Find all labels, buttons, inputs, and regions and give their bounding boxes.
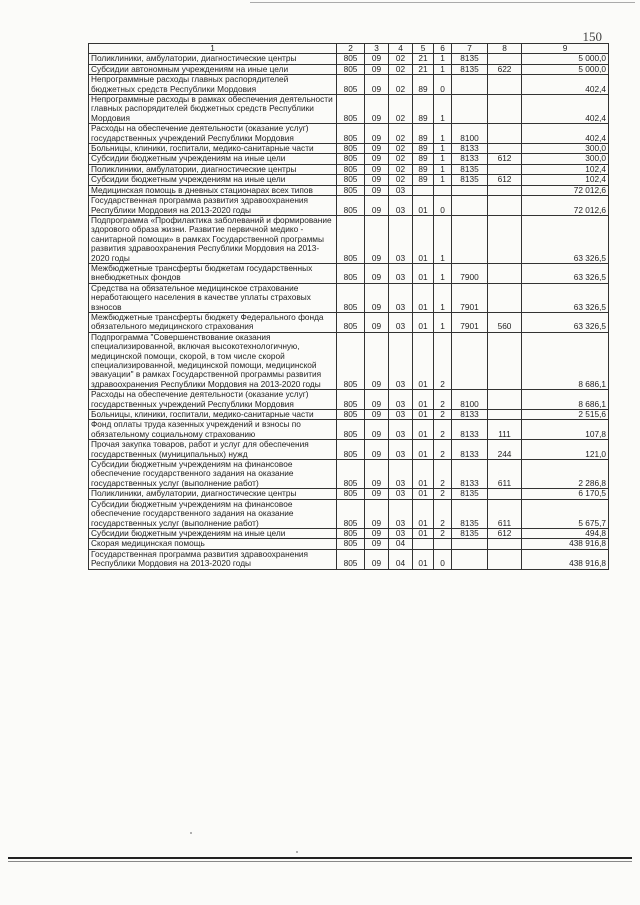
cell-prog <box>413 539 434 549</box>
cell-sum: 438 916,8 <box>522 549 609 569</box>
cell-ved: 805 <box>337 64 365 74</box>
col-header: 2 <box>337 44 365 54</box>
cell-name: Субсидии бюджетным учреждениям на финансовое обеспечение государственного задания на оказание государственных услуг (выполнение работ) <box>89 499 337 528</box>
cell-rz: 09 <box>365 549 389 569</box>
cell-prog: 89 <box>413 175 434 185</box>
cell-prog: 01 <box>413 549 434 569</box>
cell-ved: 805 <box>337 185 365 195</box>
cell-sub: 1 <box>434 175 452 185</box>
cell-sum: 63 326,5 <box>522 215 609 263</box>
cell-vr: 612 <box>488 175 522 185</box>
cell-prog: 01 <box>413 283 434 312</box>
cell-vr <box>488 164 522 174</box>
table-row <box>89 185 609 195</box>
cell-ved: 805 <box>337 124 365 144</box>
table-row <box>89 144 609 154</box>
cell-sub: 1 <box>434 95 452 124</box>
table-row <box>89 154 609 164</box>
cell-rz: 09 <box>365 175 389 185</box>
cell-rz: 09 <box>365 528 389 538</box>
cell-pr: 03 <box>389 312 413 332</box>
cell-sub: 2 <box>434 332 452 389</box>
cell-vr <box>488 144 522 154</box>
cell-rz: 09 <box>365 312 389 332</box>
cell-sum: 2 515,6 <box>522 410 609 420</box>
cell-ved: 805 <box>337 420 365 440</box>
cell-sum: 102,4 <box>522 164 609 174</box>
table-row <box>89 489 609 499</box>
cell-vr: 111 <box>488 420 522 440</box>
cell-prog: 89 <box>413 124 434 144</box>
cell-rz: 09 <box>365 64 389 74</box>
cell-rz: 09 <box>365 196 389 216</box>
cell-sum: 402,4 <box>522 124 609 144</box>
cell-sum: 63 326,5 <box>522 283 609 312</box>
cell-vr <box>488 196 522 216</box>
cell-name: Непрограммные расходы главных распорядителей бюджетных средств Республики Мордовия <box>89 75 337 95</box>
cell-rz: 09 <box>365 144 389 154</box>
cell-cs: 8135 <box>452 54 488 64</box>
cell-prog: 01 <box>413 196 434 216</box>
cell-pr: 02 <box>389 164 413 174</box>
cell-cs: 8133 <box>452 410 488 420</box>
cell-rz: 09 <box>365 154 389 164</box>
col-header: 1 <box>89 44 337 54</box>
cell-prog: 21 <box>413 54 434 64</box>
cell-pr: 03 <box>389 489 413 499</box>
table-row <box>89 499 609 528</box>
col-header: 6 <box>434 44 452 54</box>
table-row <box>89 460 609 489</box>
cell-ved: 805 <box>337 75 365 95</box>
cell-prog: 89 <box>413 75 434 95</box>
cell-cs: 7900 <box>452 263 488 283</box>
cell-rz: 09 <box>365 283 389 312</box>
cell-name: Расходы на обеспечение деятельности (оказание услуг) государственных учреждений Республики Мордовия <box>89 390 337 410</box>
cell-sub: 0 <box>434 196 452 216</box>
cell-name: Подпрограмма "Совершенствование оказания специализированной, включая высокотехнологичную, медицинской помощи, скорой, в том числе скорой специализированной, медицинской помощи, медицинской эвакуации" в рамках Государственной программы развития здравоохранения Республики Мордовия на 2013-2020 годы <box>89 332 337 389</box>
cell-ved: 805 <box>337 528 365 538</box>
cell-vr <box>488 185 522 195</box>
cell-pr: 02 <box>389 175 413 185</box>
cell-cs <box>452 215 488 263</box>
cell-pr: 03 <box>389 332 413 389</box>
cell-pr: 03 <box>389 440 413 460</box>
cell-vr <box>488 549 522 569</box>
cell-vr <box>488 332 522 389</box>
table-row <box>89 410 609 420</box>
cell-vr <box>488 539 522 549</box>
cell-cs <box>452 549 488 569</box>
cell-name: Межбюджетные трансферты бюджетам государственных внебюджетных фондов <box>89 263 337 283</box>
cell-cs <box>452 185 488 195</box>
cell-sum: 72 012,6 <box>522 196 609 216</box>
cell-prog <box>413 185 434 195</box>
cell-rz: 09 <box>365 539 389 549</box>
cell-sum: 402,4 <box>522 75 609 95</box>
cell-ved: 805 <box>337 196 365 216</box>
table-row <box>89 164 609 174</box>
cell-ved: 805 <box>337 332 365 389</box>
cell-pr: 03 <box>389 499 413 528</box>
cell-vr: 611 <box>488 499 522 528</box>
cell-ved: 805 <box>337 489 365 499</box>
cell-sub: 1 <box>434 54 452 64</box>
cell-prog: 01 <box>413 489 434 499</box>
cell-rz: 09 <box>365 499 389 528</box>
cell-prog: 21 <box>413 64 434 74</box>
cell-prog: 01 <box>413 440 434 460</box>
cell-sum: 6 170,5 <box>522 489 609 499</box>
cell-pr: 03 <box>389 263 413 283</box>
cell-sum: 8 686,1 <box>522 390 609 410</box>
cell-vr <box>488 283 522 312</box>
cell-cs <box>452 95 488 124</box>
cell-sum: 5 000,0 <box>522 54 609 64</box>
cell-sub <box>434 185 452 195</box>
table-row <box>89 539 609 549</box>
cell-sub: 1 <box>434 263 452 283</box>
table-row <box>89 390 609 410</box>
cell-pr: 03 <box>389 196 413 216</box>
cell-rz: 09 <box>365 54 389 64</box>
col-header: 3 <box>365 44 389 54</box>
cell-pr: 02 <box>389 154 413 164</box>
cell-vr <box>488 75 522 95</box>
cell-sub: 2 <box>434 440 452 460</box>
cell-ved: 805 <box>337 539 365 549</box>
cell-name: Субсидии бюджетным учреждениям на иные цели <box>89 175 337 185</box>
cell-sum: 300,0 <box>522 144 609 154</box>
cell-cs <box>452 75 488 95</box>
cell-vr <box>488 410 522 420</box>
cell-vr: 611 <box>488 460 522 489</box>
cell-rz: 09 <box>365 124 389 144</box>
cell-pr: 02 <box>389 95 413 124</box>
cell-sub: 2 <box>434 528 452 538</box>
cell-sub: 1 <box>434 124 452 144</box>
cell-ved: 805 <box>337 410 365 420</box>
cell-sub: 1 <box>434 312 452 332</box>
cell-rz: 09 <box>365 95 389 124</box>
cell-pr: 03 <box>389 215 413 263</box>
cell-name: Средства на обязательное медицинское страхование неработающего населения в качестве уплаты страховых взносов <box>89 283 337 312</box>
cell-sub: 2 <box>434 390 452 410</box>
cell-pr: 03 <box>389 420 413 440</box>
table-header-row <box>89 44 609 54</box>
cell-rz: 09 <box>365 75 389 95</box>
cell-ved: 805 <box>337 440 365 460</box>
cell-cs: 8135 <box>452 489 488 499</box>
cell-sub: 2 <box>434 460 452 489</box>
cell-prog: 01 <box>413 460 434 489</box>
cell-pr: 04 <box>389 539 413 549</box>
cell-rz: 09 <box>365 420 389 440</box>
cell-pr: 02 <box>389 144 413 154</box>
cell-sum: 494,8 <box>522 528 609 538</box>
cell-pr: 03 <box>389 528 413 538</box>
cell-sub: 2 <box>434 489 452 499</box>
cell-sum: 5 000,0 <box>522 64 609 74</box>
cell-cs: 8133 <box>452 144 488 154</box>
cell-sub: 1 <box>434 64 452 74</box>
cell-vr <box>488 54 522 64</box>
cell-prog: 89 <box>413 154 434 164</box>
cell-rz: 09 <box>365 263 389 283</box>
cell-prog: 01 <box>413 390 434 410</box>
cell-cs: 8135 <box>452 64 488 74</box>
cell-sum: 107,8 <box>522 420 609 440</box>
table-row <box>89 196 609 216</box>
cell-name: Субсидии бюджетным учреждениям на иные цели <box>89 528 337 538</box>
cell-pr: 03 <box>389 390 413 410</box>
cell-cs: 8133 <box>452 460 488 489</box>
cell-cs: 8133 <box>452 420 488 440</box>
cell-pr: 02 <box>389 54 413 64</box>
cell-vr: 612 <box>488 528 522 538</box>
table-row <box>89 528 609 538</box>
cell-vr <box>488 263 522 283</box>
table-row <box>89 124 609 144</box>
cell-vr <box>488 95 522 124</box>
table-row <box>89 440 609 460</box>
cell-sub: 2 <box>434 410 452 420</box>
cell-vr: 560 <box>488 312 522 332</box>
cell-pr: 02 <box>389 64 413 74</box>
cell-prog: 89 <box>413 164 434 174</box>
cell-sum: 8 686,1 <box>522 332 609 389</box>
cell-ved: 805 <box>337 312 365 332</box>
cell-sub: 1 <box>434 283 452 312</box>
budget-table <box>88 43 609 570</box>
cell-prog: 01 <box>413 312 434 332</box>
cell-name: Субсидии бюджетным учреждениям на иные цели <box>89 154 337 164</box>
cell-sub: 1 <box>434 215 452 263</box>
cell-pr: 03 <box>389 460 413 489</box>
cell-rz: 09 <box>365 185 389 195</box>
cell-cs: 8135 <box>452 528 488 538</box>
table-row <box>89 54 609 64</box>
cell-sub: 1 <box>434 164 452 174</box>
cell-sum: 2 286,8 <box>522 460 609 489</box>
cell-pr: 02 <box>389 75 413 95</box>
cell-sum: 63 326,5 <box>522 312 609 332</box>
cell-name: Субсидии автономным учреждениям на иные цели <box>89 64 337 74</box>
table-row <box>89 332 609 389</box>
cell-cs: 8133 <box>452 154 488 164</box>
cell-cs <box>452 539 488 549</box>
cell-name: Государственная программа развития здравоохранения Республики Мордовия на 2013-2020 годы <box>89 549 337 569</box>
cell-prog: 01 <box>413 499 434 528</box>
cell-ved: 805 <box>337 175 365 185</box>
cell-prog: 89 <box>413 144 434 154</box>
cell-pr: 03 <box>389 185 413 195</box>
cell-ved: 805 <box>337 164 365 174</box>
table-row <box>89 283 609 312</box>
cell-sum: 102,4 <box>522 175 609 185</box>
cell-rz: 09 <box>365 410 389 420</box>
cell-name: Скорая медицинская помощь <box>89 539 337 549</box>
cell-name: Медицинская помощь в дневных стационарах всех типов <box>89 185 337 195</box>
cell-ved: 805 <box>337 390 365 410</box>
cell-ved: 805 <box>337 215 365 263</box>
cell-pr: 03 <box>389 410 413 420</box>
cell-name: Расходы на обеспечение деятельности (оказание услуг) государственных учреждений Республики Мордовия <box>89 124 337 144</box>
cell-sub <box>434 539 452 549</box>
cell-name: Поликлиники, амбулатории, диагностические центры <box>89 164 337 174</box>
table-row <box>89 175 609 185</box>
cell-cs: 8135 <box>452 164 488 174</box>
cell-name: Подпрограмма «Профилактика заболеваний и формирование здорового образа жизни. Развитие первичной медико - санитарной помощи» в рамках Государственной программы развития здравоохранения Республики Мордовия на 2013-2020 годы <box>89 215 337 263</box>
cell-pr: 03 <box>389 283 413 312</box>
cell-prog: 01 <box>413 332 434 389</box>
scan-speck <box>296 851 298 853</box>
cell-sum: 300,0 <box>522 154 609 164</box>
cell-prog: 01 <box>413 528 434 538</box>
col-header: 9 <box>522 44 609 54</box>
cell-vr: 244 <box>488 440 522 460</box>
table-row <box>89 95 609 124</box>
cell-cs: 8100 <box>452 390 488 410</box>
cell-sub: 0 <box>434 549 452 569</box>
table-row <box>89 215 609 263</box>
table-row <box>89 312 609 332</box>
cell-name: Непрограммные расходы в рамках обеспечения деятельности главных распорядителей бюджетных средств Республики Мордовия <box>89 95 337 124</box>
cell-cs <box>452 196 488 216</box>
cell-ved: 805 <box>337 154 365 164</box>
cell-name: Межбюджетные трансферты бюджету Федерального фонда обязательного медицинского страхования <box>89 312 337 332</box>
col-header: 4 <box>389 44 413 54</box>
cell-rz: 09 <box>365 332 389 389</box>
cell-name: Больницы, клиники, госпитали, медико-санитарные части <box>89 144 337 154</box>
cell-name: Государственная программа развития здравоохранения Республики Мордовия на 2013-2020 годы <box>89 196 337 216</box>
bottom-rule-thin <box>8 861 632 862</box>
table-row <box>89 263 609 283</box>
cell-prog: 01 <box>413 410 434 420</box>
cell-sum: 402,4 <box>522 95 609 124</box>
col-header: 5 <box>413 44 434 54</box>
cell-sum: 63 326,5 <box>522 263 609 283</box>
cell-rz: 09 <box>365 489 389 499</box>
cell-ved: 805 <box>337 460 365 489</box>
scan-speck <box>190 832 192 834</box>
cell-sum: 438 916,8 <box>522 539 609 549</box>
cell-name: Субсидии бюджетным учреждениям на финансовое обеспечение государственного задания на оказание государственных услуг (выполнение работ) <box>89 460 337 489</box>
table-row <box>89 420 609 440</box>
cell-sum: 72 012,6 <box>522 185 609 195</box>
cell-sub: 0 <box>434 75 452 95</box>
cell-ved: 805 <box>337 54 365 64</box>
cell-name: Фонд оплаты труда казенных учреждений и взносы по обязательному социальному страхованию <box>89 420 337 440</box>
cell-prog: 01 <box>413 420 434 440</box>
cell-vr <box>488 215 522 263</box>
cell-rz: 09 <box>365 390 389 410</box>
table-row <box>89 549 609 569</box>
cell-rz: 09 <box>365 164 389 174</box>
cell-cs: 8133 <box>452 440 488 460</box>
cell-cs: 8100 <box>452 124 488 144</box>
table-row <box>89 64 609 74</box>
cell-ved: 805 <box>337 263 365 283</box>
bottom-rule <box>8 857 632 859</box>
cell-name: Поликлиники, амбулатории, диагностические центры <box>89 489 337 499</box>
cell-sub: 2 <box>434 420 452 440</box>
cell-vr <box>488 390 522 410</box>
col-header: 7 <box>452 44 488 54</box>
cell-rz: 09 <box>365 215 389 263</box>
cell-prog: 01 <box>413 215 434 263</box>
cell-ved: 805 <box>337 144 365 154</box>
cell-vr: 612 <box>488 154 522 164</box>
cell-rz: 09 <box>365 440 389 460</box>
col-header: 8 <box>488 44 522 54</box>
cell-ved: 805 <box>337 283 365 312</box>
cell-name: Поликлиники, амбулатории, диагностические центры <box>89 54 337 64</box>
cell-pr: 02 <box>389 124 413 144</box>
page-number: 150 <box>582 29 602 44</box>
cell-cs: 7901 <box>452 312 488 332</box>
top-edge-line <box>250 2 635 3</box>
cell-sum: 5 675,7 <box>522 499 609 528</box>
cell-sub: 1 <box>434 154 452 164</box>
cell-rz: 09 <box>365 460 389 489</box>
cell-sum: 121,0 <box>522 440 609 460</box>
cell-vr <box>488 124 522 144</box>
cell-ved: 805 <box>337 95 365 124</box>
cell-prog: 01 <box>413 263 434 283</box>
cell-vr <box>488 489 522 499</box>
cell-prog: 89 <box>413 95 434 124</box>
cell-name: Прочая закупка товаров, работ и услуг для обеспечения государственных (муниципальных) нужд <box>89 440 337 460</box>
cell-pr: 04 <box>389 549 413 569</box>
table-row <box>89 75 609 95</box>
cell-cs: 8135 <box>452 175 488 185</box>
cell-ved: 805 <box>337 499 365 528</box>
cell-cs <box>452 332 488 389</box>
cell-sub: 1 <box>434 144 452 154</box>
cell-sub: 2 <box>434 499 452 528</box>
cell-name: Больницы, клиники, госпитали, медико-санитарные части <box>89 410 337 420</box>
cell-cs: 7901 <box>452 283 488 312</box>
cell-cs: 8135 <box>452 499 488 528</box>
cell-ved: 805 <box>337 549 365 569</box>
cell-vr: 622 <box>488 64 522 74</box>
